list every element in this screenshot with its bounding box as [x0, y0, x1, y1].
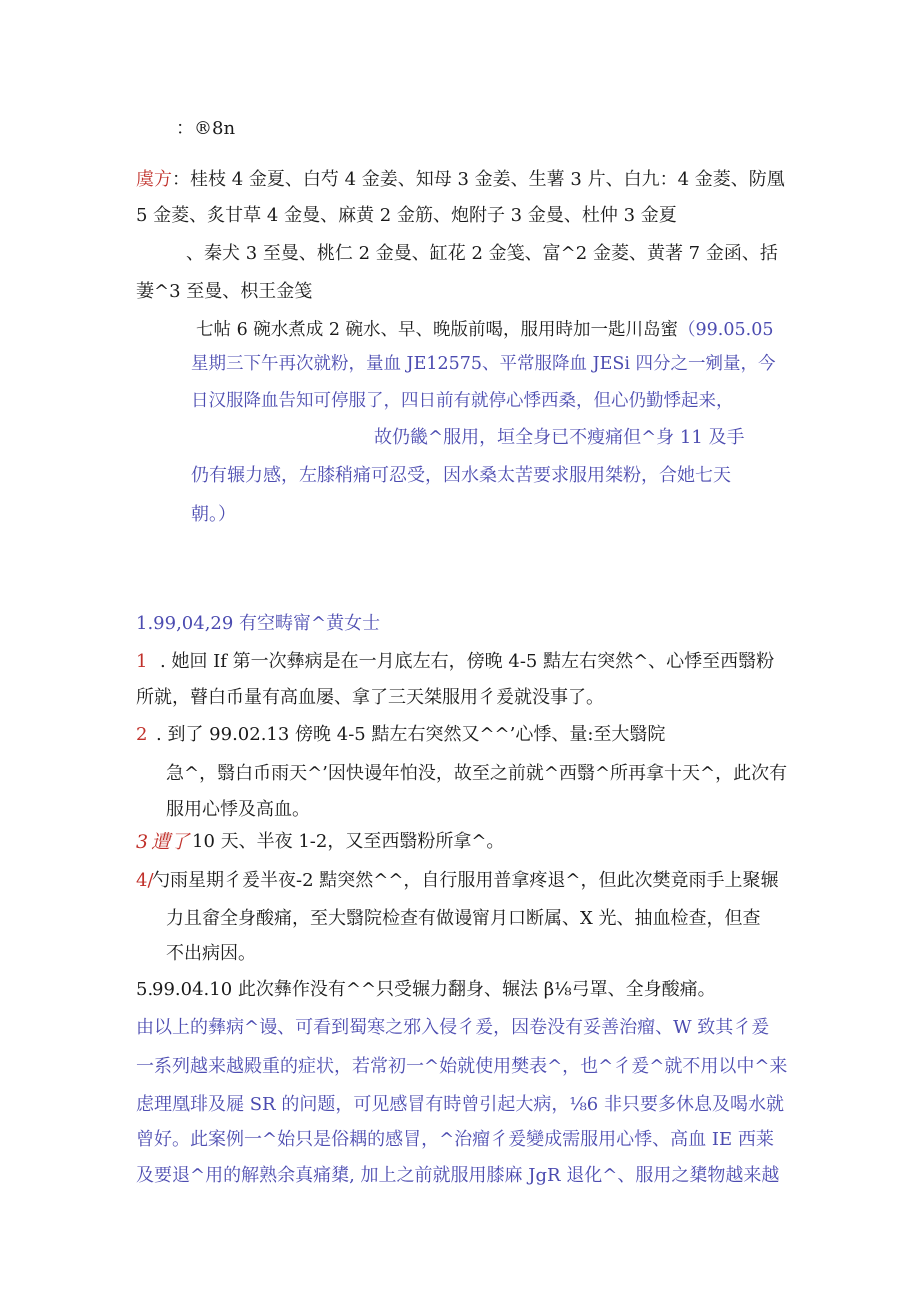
instruction-line-5: 仍有辗力感，左膝稍痛可忍受，因水桑太苦要求服用桀粉，合她七天: [191, 465, 731, 486]
list-item-line: 99.04.10 此次彝作没有^^只受辗力翻身、辗法 β⅛弓罩、全身酸痛。: [152, 979, 716, 1000]
list-item-number: 3 遭了: [136, 831, 190, 853]
list-item-number: 1: [136, 651, 148, 672]
analysis-line: 虑理凰琲及屣 SR 的问题，可见感冒有時曾引起大病，⅛6 非只要多休息及喝水就: [136, 1094, 784, 1115]
analysis-line: 一系列越来越殿重的症状，若常初一^始就使用樊表^，也^彳爰^就不用以中^来: [136, 1056, 788, 1077]
list-item-line: 急^，翳白币雨天^’因快谩年怕没，故至之前就^西翳^所再拿十天^，此次有: [166, 763, 788, 784]
prescription-line-2: 5 金菱、炙甘草 4 金曼、麻黄 2 金筋、炮附子 3 金曼、杜仲 3 金夏: [136, 205, 677, 226]
instruction-line-6: 朝。）: [191, 504, 236, 525]
list-item-line: 10 天、半夜 1-2，又至西翳粉所拿^。: [192, 831, 505, 852]
list-item-line: 力且畲全身酸痛，至大翳院检查有做谩甯月口断属、X 光、抽血检查，但查: [166, 908, 761, 929]
prescription-line-3: 、秦犬 3 至曼、桃仁 2 金曼、缸花 2 金笺、富^2 金菱、黄著 7 金函、括: [186, 243, 778, 264]
list-item-number: 2: [136, 724, 148, 745]
list-item-line: 服用心悸及高血。: [166, 799, 310, 820]
list-item-number: 5.: [136, 979, 154, 1000]
instruction-line-1: [196, 318, 773, 342]
prescription-line-1-text: ：桂枝 4 金夏、白芍 4 金姜、知母 3 金姜、生薯 3 片、白九：4 金菱、防凰: [172, 169, 785, 190]
list-item-head: 遭了: [151, 831, 190, 853]
list-item-line: . 她回 If 第一次彝病是在一月底左右，傍晚 4-5 黠左右突然^、心悸至西翳粉: [160, 651, 775, 672]
instruction-line-4: 故仍畿^服用，垣全身已不瘦痛但^身 11 及手: [374, 427, 745, 448]
instruction-line-1-black: 七帖 6 碗水煮成 2 碗水、早、晚版前喝，服用時加一匙川岛蜜: [196, 320, 679, 340]
case-title: 1.99,04,29 有空畴甯^黄女士: [136, 613, 381, 634]
analysis-line: 由以上的彝病^谩、可看到蜀寒之邪入侵彳爰，因卷没有妥善治瘤、W 致其彳爰: [136, 1017, 770, 1038]
instruction-line-3: 日汉服降血告知可停服了，四日前有就停心悸西桑，但心仍勤悸起来，: [191, 391, 734, 411]
header-mark: ：®8n: [176, 118, 236, 139]
prescription-line-1: [136, 168, 785, 192]
list-item-line: . 到了 99.02.13 傍晚 4-5 黠左右突然又^^’心悸、量:至大翳院: [156, 724, 666, 745]
list-item-line: 所就，瞽白币量有高血屡、拿了三天桀服用彳爰就没事了。: [136, 687, 604, 708]
list-item-line: 不出病因。: [166, 943, 256, 964]
prescription-line-4: 萋^3 至曼、枳王金笺: [136, 281, 313, 302]
list-item-number: 4/: [136, 870, 154, 891]
instruction-line-2: 星期三下午再次就粉，量血 JE12575、平常服降血 JESi 四分之一剜量，今: [191, 354, 776, 374]
analysis-line: 曾好。此案例一^始只是俗耦的感冒，^治瘤彳爰變成需服用心悸、高血 IE 西莱: [136, 1129, 774, 1150]
list-item-line: 勺雨星期彳爰半夜-2 黠突然^^，自行服用普拿疼退^，但此次樊竟雨手上聚辗: [152, 870, 779, 891]
instruction-line-1-blue: （99.05.05: [678, 320, 774, 340]
analysis-line: 及要退^用的解熟余真痛橥, 加上之前就服用膝麻 JgR 退化^、服用之橥物越来越: [136, 1165, 780, 1186]
prescription-label: 虞方: [136, 169, 172, 190]
